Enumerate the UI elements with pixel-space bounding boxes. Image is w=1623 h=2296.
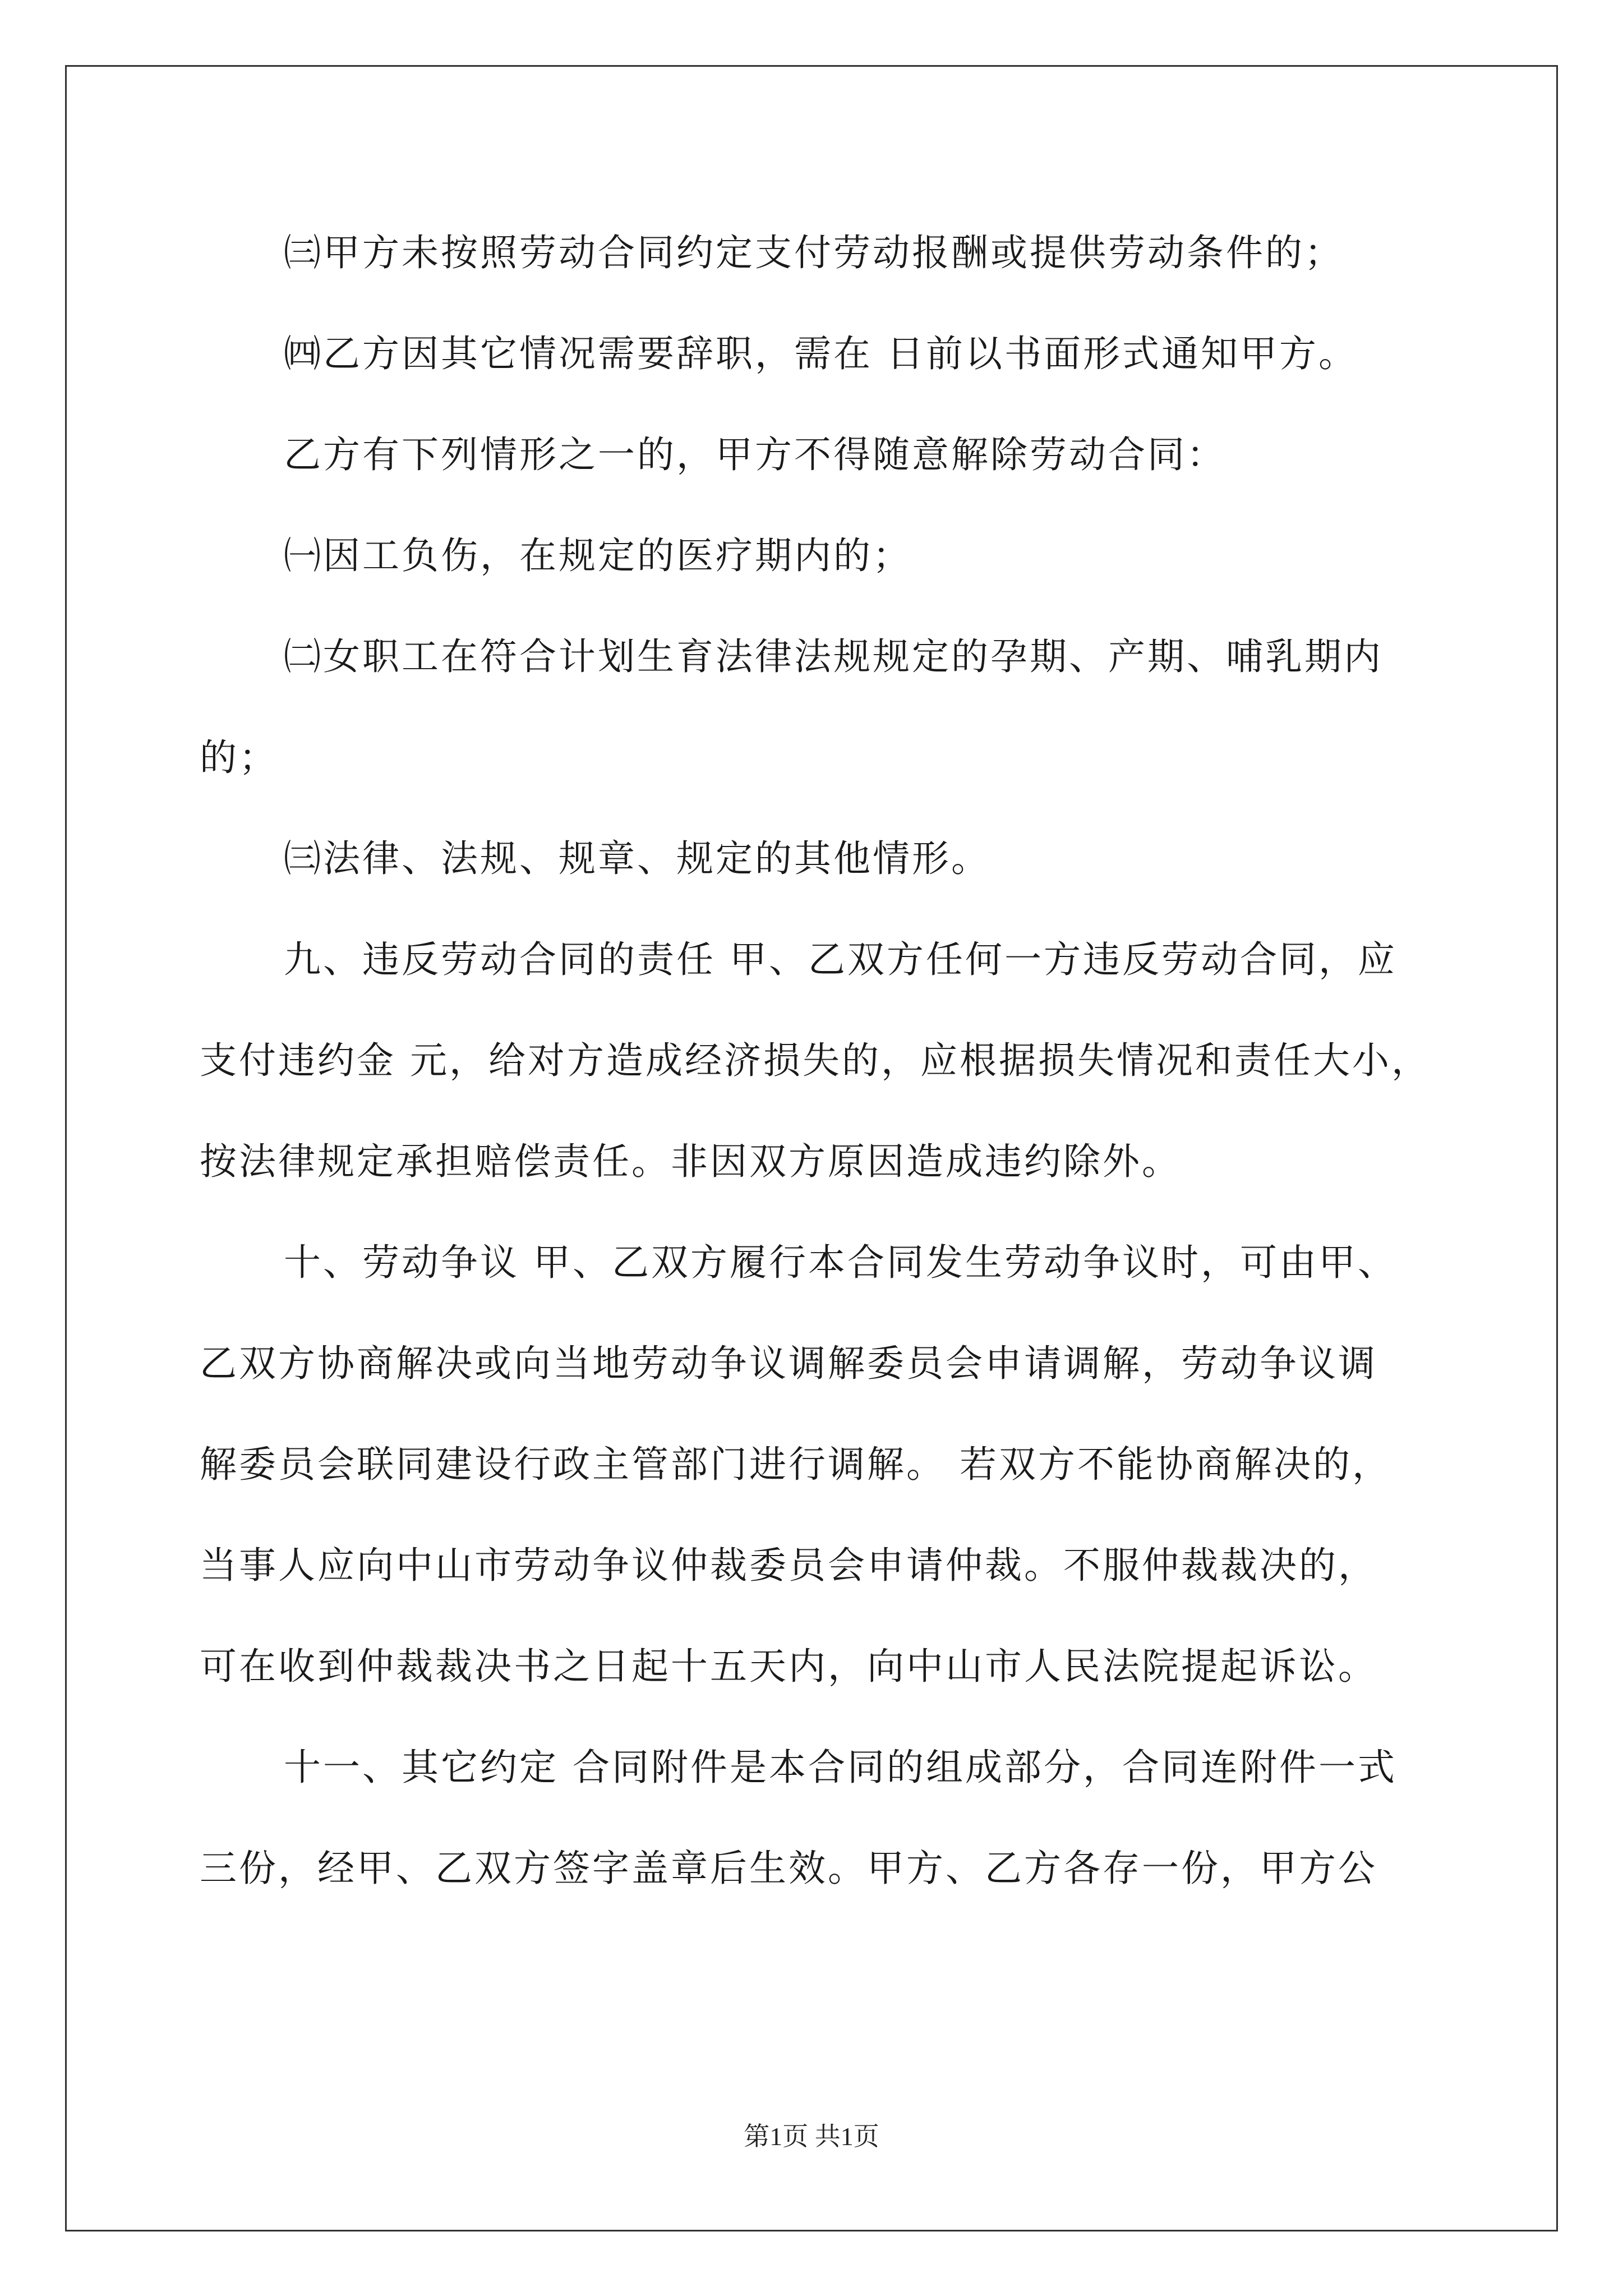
paragraph-line: 乙方有下列情形之一的，甲方不得随意解除劳动合同：	[284, 433, 1226, 476]
paragraph-line: ㈢法律、法规、规章、规定的其他情形。	[284, 837, 990, 880]
paragraph-line: 按法律规定承担赔偿责任。非因双方原因造成违约除外。	[200, 1140, 1181, 1183]
paragraph-line: 三份，经甲、乙双方签字盖章后生效。甲方、乙方各存一份，甲方公	[200, 1847, 1377, 1890]
paragraph-line: ㈣乙方因其它情况需要辞职，需在 日前以书面形式通知甲方。	[284, 332, 1358, 375]
paragraph-line: 解委员会联同建设行政主管部门进行调解。 若双方不能协商解决的，	[200, 1443, 1391, 1486]
page-number-footer: 第1页 共1页	[744, 2122, 879, 2151]
paragraph-line: 九、违反劳动合同的责任 甲、乙双方任何一方违反劳动合同，应	[284, 938, 1397, 981]
paragraph-line: ㈠因工负伤，在规定的医疗期内的；	[284, 534, 912, 577]
paragraph-line: 乙双方协商解决或向当地劳动争议调解委员会申请调解，劳动争议调	[200, 1342, 1377, 1385]
paragraph-line: 的；	[200, 736, 278, 779]
paragraph-line: 十、劳动争议 甲、乙双方履行本合同发生劳动争议时，可由甲、	[284, 1241, 1397, 1284]
paragraph-line: 当事人应向中山市劳动争议仲裁委员会申请仲裁。不服仲裁裁决的，	[200, 1544, 1377, 1587]
paragraph-line: 支付违约金 元，给对方造成经济损失的，应根据损失情况和责任大小，	[200, 1039, 1431, 1082]
paragraph-line: ㈡女职工在符合计划生育法律法规规定的孕期、产期、哺乳期内	[284, 635, 1383, 678]
paragraph-line: 可在收到仲裁裁决书之日起十五天内，向中山市人民法院提起诉讼。	[200, 1645, 1377, 1688]
paragraph-line: ㈢甲方未按照劳动合同约定支付劳动报酬或提供劳动条件的；	[284, 231, 1344, 274]
paragraph-line: 十一、其它约定 合同附件是本合同的组成部分，合同连附件一式	[284, 1746, 1397, 1789]
